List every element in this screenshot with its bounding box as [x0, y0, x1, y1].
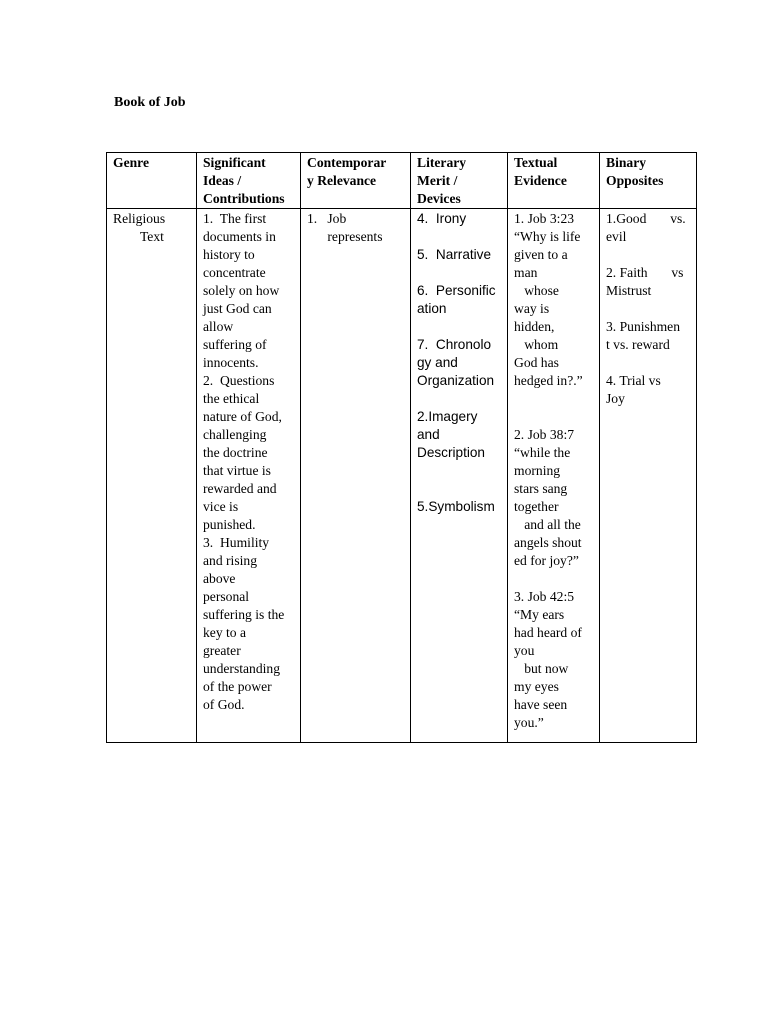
table-header-row — [107, 153, 697, 209]
cell-text-line: 5.Symbolism — [417, 499, 495, 514]
cell-text-line: whose — [514, 283, 559, 298]
cell-text-line — [606, 246, 692, 264]
cell-text-line: and — [417, 427, 440, 442]
cell-text-line: vice is — [203, 499, 239, 514]
cell-text-line: 6. Personific — [417, 283, 496, 298]
cell-text-line: above — [203, 571, 236, 586]
cell-text-line: y Relevance — [307, 173, 377, 188]
cell-text-line: solely on how — [203, 283, 280, 298]
cell-text-line: Significant — [203, 155, 266, 170]
document-title: Book of Job — [114, 95, 186, 110]
header-contemporary-relevance — [301, 153, 411, 209]
cell-text-line: together — [514, 499, 559, 514]
cell-text-line: rewarded and — [203, 481, 277, 496]
cell-text-line: you.” — [514, 715, 544, 730]
cell-text-line: have seen — [514, 697, 568, 712]
cell-text-line: 2. Faith vs — [606, 265, 684, 280]
cell-text-line: “Why is life — [514, 229, 581, 244]
cell-text-line: 7. Chronolo — [417, 337, 492, 352]
cell-text-line: my eyes — [514, 679, 559, 694]
cell-text-line: 5. Narrative — [417, 247, 492, 262]
cell-text-line: Text — [113, 229, 164, 244]
cell-text-line — [606, 354, 692, 372]
cell-text-line: Evidence — [514, 173, 567, 188]
cell-text-line: 3. Punishmen — [606, 319, 681, 334]
cell-text-line: 2. Job 38:7 — [514, 427, 575, 442]
cell-text-line: gy and — [417, 355, 458, 370]
cell-text-line: hedged in?.” — [514, 373, 583, 388]
cell-text-line — [514, 408, 595, 426]
cell-text-line: of the power — [203, 679, 272, 694]
cell-text-line: 1.Good vs. — [606, 211, 686, 226]
cell-text-line: Description — [417, 445, 485, 460]
cell-textual-evidence — [508, 209, 600, 743]
cell-text-line: “My ears — [514, 607, 565, 622]
cell-text-line: challenging — [203, 427, 267, 442]
cell-text-line: Binary — [606, 155, 647, 170]
cell-text-line: Joy — [606, 391, 625, 406]
cell-significant-ideas — [197, 209, 301, 743]
cell-text-line: understanding — [203, 661, 281, 676]
cell-text-line: angels shout — [514, 535, 582, 550]
cell-text-line: represents — [307, 229, 383, 244]
cell-text-line: innocents. — [203, 355, 259, 370]
cell-text-line: nature of God, — [203, 409, 282, 424]
cell-text-line: Religious — [113, 211, 166, 226]
cell-binary-opposites — [600, 209, 697, 743]
cell-text-line: and all the — [514, 517, 581, 532]
cell-text-line: man — [514, 265, 538, 280]
cell-text-line: of God. — [203, 697, 245, 712]
cell-text-line: Contemporar — [307, 155, 387, 170]
cell-text-line: 2. Questions — [203, 373, 275, 388]
cell-text-line: suffering of — [203, 337, 267, 352]
header-binary-opposites — [600, 153, 697, 209]
cell-text-line — [417, 228, 503, 246]
cell-text-line: the ethical — [203, 391, 260, 406]
cell-text-line: Textual — [514, 155, 558, 170]
cell-text-line: Literary — [417, 155, 467, 170]
header-genre — [107, 153, 197, 209]
cell-text-line: “while the — [514, 445, 571, 460]
cell-contemporary-relevance — [301, 209, 411, 743]
cell-text-line: Devices — [417, 191, 461, 206]
cell-text-line: whom — [514, 337, 559, 352]
cell-text-line: had heard of — [514, 625, 582, 640]
cell-genre — [107, 209, 197, 743]
cell-text-line: ed for joy?” — [514, 553, 579, 568]
cell-text-line: 1. The first — [203, 211, 267, 226]
table-row — [107, 209, 697, 743]
cell-text-line: way is — [514, 301, 550, 316]
cell-text-line: that virtue is — [203, 463, 271, 478]
cell-text-line: suffering is the — [203, 607, 285, 622]
cell-text-line — [417, 318, 503, 336]
cell-text-line: 1. Job 3:23 — [514, 211, 575, 226]
cell-text-line: 3. Job 42:5 — [514, 589, 575, 604]
cell-text-line: evil — [606, 229, 627, 244]
cell-text-line: but now — [514, 661, 569, 676]
cell-text-line: hidden, — [514, 319, 555, 334]
cell-text-line: just God can — [203, 301, 272, 316]
analysis-table — [106, 152, 697, 743]
cell-text-line: personal — [203, 589, 250, 604]
cell-literary-devices — [411, 209, 508, 743]
cell-text-line: ation — [417, 301, 447, 316]
header-significant-ideas — [197, 153, 301, 209]
cell-text-line: 4. Trial vs — [606, 373, 661, 388]
cell-text-line: the doctrine — [203, 445, 268, 460]
cell-text-line: Genre — [113, 155, 149, 170]
cell-text-line: punished. — [203, 517, 256, 532]
cell-text-line: Organization — [417, 373, 495, 388]
cell-text-line: t vs. reward — [606, 337, 670, 352]
cell-text-line: God has — [514, 355, 559, 370]
cell-text-line: 2.Imagery — [417, 409, 478, 424]
cell-text-line: 3. Humility — [203, 535, 270, 550]
header-textual-evidence — [508, 153, 600, 209]
cell-text-line — [514, 570, 595, 588]
cell-text-line — [417, 264, 503, 282]
cell-text-line: Ideas / — [203, 173, 242, 188]
cell-text-line: 1. Job — [307, 211, 347, 226]
cell-text-line: Opposites — [606, 173, 664, 188]
cell-text-line: allow — [203, 319, 234, 334]
cell-text-line: and rising — [203, 553, 257, 568]
cell-text-line: you — [514, 643, 535, 658]
cell-text-line: history to — [203, 247, 255, 262]
cell-text-line: Merit / — [417, 173, 458, 188]
cell-text-line: given to a — [514, 247, 568, 262]
cell-text-line: greater — [203, 643, 241, 658]
cell-text-line: concentrate — [203, 265, 266, 280]
cell-text-line — [606, 300, 692, 318]
cell-text-line: 4. Irony — [417, 211, 467, 226]
cell-text-line — [417, 462, 503, 480]
cell-text-line: Mistrust — [606, 283, 652, 298]
header-literary-merit — [411, 153, 508, 209]
cell-text-line — [514, 390, 595, 408]
cell-text-line: Contributions — [203, 191, 285, 206]
cell-text-line: documents in — [203, 229, 276, 244]
cell-text-line — [417, 390, 503, 408]
cell-text-line: key to a — [203, 625, 247, 640]
cell-text-line: stars sang — [514, 481, 568, 496]
cell-text-line — [417, 480, 503, 498]
cell-text-line: morning — [514, 463, 561, 478]
